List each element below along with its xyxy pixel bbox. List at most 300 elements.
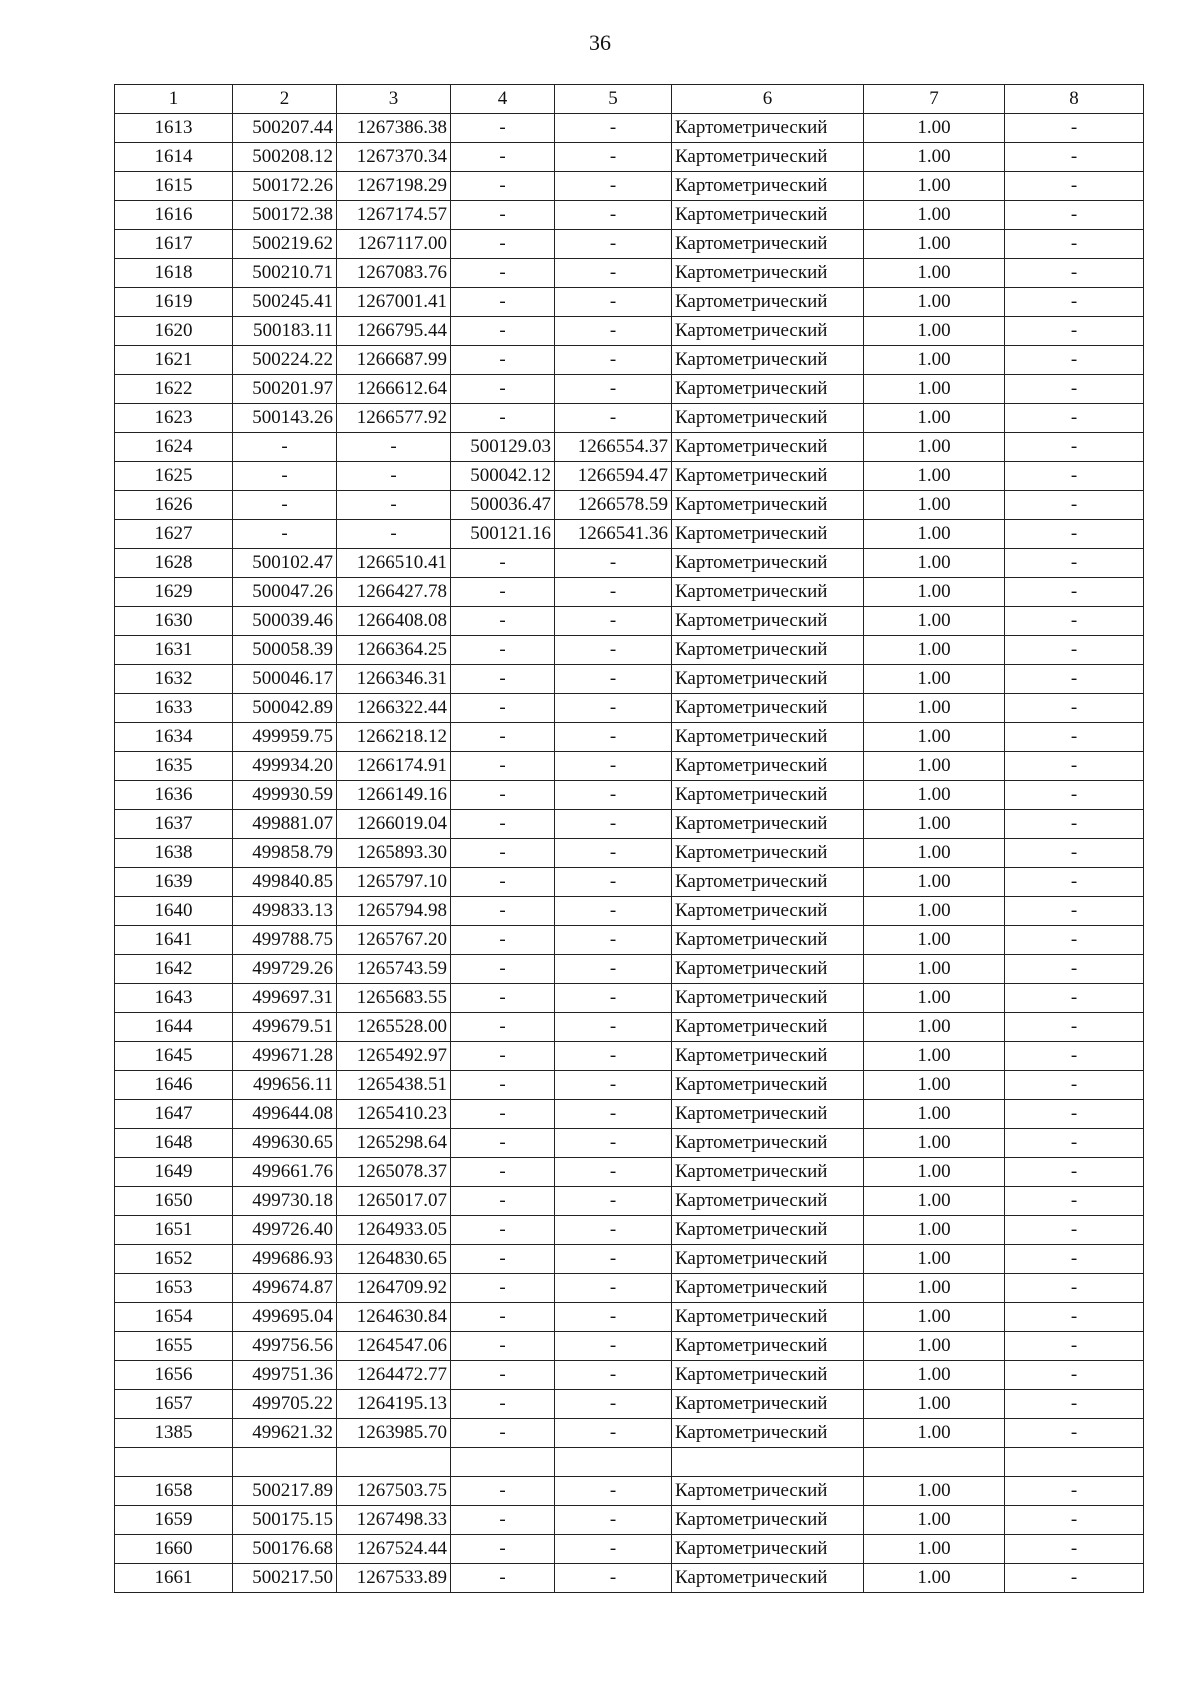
- table-cell: Картометрический: [672, 752, 864, 781]
- table-cell: -: [451, 984, 555, 1013]
- table-cell: 1.00: [864, 839, 1005, 868]
- table-cell: 1633: [115, 694, 233, 723]
- table-cell: 1267524.44: [337, 1535, 451, 1564]
- table-cell: 500208.12: [233, 143, 337, 172]
- table-cell: -: [555, 839, 672, 868]
- table-row: [115, 1419, 1144, 1448]
- table-cell: 1.00: [864, 868, 1005, 897]
- table-cell: -: [555, 288, 672, 317]
- table-cell: 1642: [115, 955, 233, 984]
- coordinates-table: [114, 84, 1144, 1593]
- table-cell: [233, 1448, 337, 1477]
- table-cell: -: [1005, 955, 1144, 984]
- table-cell: -: [451, 1390, 555, 1419]
- table-cell: 1626: [115, 491, 233, 520]
- table-cell: -: [1005, 462, 1144, 491]
- table-cell: -: [555, 1361, 672, 1390]
- table-cell: Картометрический: [672, 1564, 864, 1593]
- table-cell: 1266577.92: [337, 404, 451, 433]
- table-cell: -: [1005, 1332, 1144, 1361]
- table-cell: 1266149.16: [337, 781, 451, 810]
- table-cell: 499833.13: [233, 897, 337, 926]
- table-cell: 499959.75: [233, 723, 337, 752]
- table-cell: 500224.22: [233, 346, 337, 375]
- table-cell: -: [337, 433, 451, 462]
- table-cell: 1266218.12: [337, 723, 451, 752]
- table-cell: -: [451, 1013, 555, 1042]
- table-cell: -: [451, 694, 555, 723]
- table-row: [115, 926, 1144, 955]
- table-cell: -: [1005, 1506, 1144, 1535]
- table-cell: -: [1005, 839, 1144, 868]
- table-row: [115, 1535, 1144, 1564]
- table-cell: 1.00: [864, 404, 1005, 433]
- table-cell: -: [451, 375, 555, 404]
- table-cell: 1265492.97: [337, 1042, 451, 1071]
- table-row: [115, 520, 1144, 549]
- table-row: [115, 491, 1144, 520]
- table-cell: -: [451, 1216, 555, 1245]
- column-header: 5: [555, 85, 672, 114]
- table-row: [115, 665, 1144, 694]
- table-row: [115, 1564, 1144, 1593]
- table-cell: 1267498.33: [337, 1506, 451, 1535]
- table-cell: 1645: [115, 1042, 233, 1071]
- table-cell: 499621.32: [233, 1419, 337, 1448]
- table-cell: 1621: [115, 346, 233, 375]
- table-cell: Картометрический: [672, 1071, 864, 1100]
- table-cell: -: [1005, 781, 1144, 810]
- table-row: [115, 1158, 1144, 1187]
- table-cell: 1265438.51: [337, 1071, 451, 1100]
- table-cell: Картометрический: [672, 810, 864, 839]
- column-header: 7: [864, 85, 1005, 114]
- table-cell: Картометрический: [672, 1332, 864, 1361]
- table-cell: 1.00: [864, 607, 1005, 636]
- table-cell: 500201.97: [233, 375, 337, 404]
- table-cell: 1658: [115, 1477, 233, 1506]
- table-cell: -: [1005, 1129, 1144, 1158]
- table-row: [115, 578, 1144, 607]
- table-cell: 499705.22: [233, 1390, 337, 1419]
- table-cell: 1614: [115, 143, 233, 172]
- table-header-row: [115, 85, 1144, 114]
- table-cell: 1648: [115, 1129, 233, 1158]
- table-cell: 1657: [115, 1390, 233, 1419]
- table-cell: [864, 1448, 1005, 1477]
- table-cell: 1266510.41: [337, 549, 451, 578]
- table-cell: -: [451, 723, 555, 752]
- table-cell: -: [555, 230, 672, 259]
- table-cell: 1.00: [864, 1390, 1005, 1419]
- table-cell: 500245.41: [233, 288, 337, 317]
- table-cell: 1264830.65: [337, 1245, 451, 1274]
- table-cell: [672, 1448, 864, 1477]
- table-cell: 1620: [115, 317, 233, 346]
- table-cell: -: [555, 1071, 672, 1100]
- table-cell: -: [555, 1042, 672, 1071]
- table-cell: Картометрический: [672, 1187, 864, 1216]
- table-cell: 1264630.84: [337, 1303, 451, 1332]
- table-cell: 500039.46: [233, 607, 337, 636]
- table-cell: -: [451, 1361, 555, 1390]
- table-cell: 1266427.78: [337, 578, 451, 607]
- table-cell: -: [555, 897, 672, 926]
- table-row: [115, 1216, 1144, 1245]
- table-cell: 1.00: [864, 288, 1005, 317]
- table-cell: -: [555, 607, 672, 636]
- table-row: [115, 549, 1144, 578]
- table-row: [115, 1303, 1144, 1332]
- table-cell: -: [1005, 1564, 1144, 1593]
- table-cell: Картометрический: [672, 491, 864, 520]
- table-cell: -: [233, 491, 337, 520]
- table-cell: -: [451, 172, 555, 201]
- table-cell: -: [451, 346, 555, 375]
- table-cell: 1625: [115, 462, 233, 491]
- table-row: [115, 230, 1144, 259]
- table-cell: 1.00: [864, 1361, 1005, 1390]
- table-cell: -: [451, 781, 555, 810]
- table-cell: 499686.93: [233, 1245, 337, 1274]
- table-cell: -: [451, 1187, 555, 1216]
- table-cell: -: [1005, 520, 1144, 549]
- table-cell: -: [555, 723, 672, 752]
- table-cell: 1.00: [864, 1158, 1005, 1187]
- table-cell: 1.00: [864, 230, 1005, 259]
- table-cell: -: [555, 114, 672, 143]
- table-cell: 1.00: [864, 897, 1005, 926]
- table-cell: 1265797.10: [337, 868, 451, 897]
- table-cell: -: [451, 143, 555, 172]
- table-row: [115, 1274, 1144, 1303]
- table-cell: -: [451, 404, 555, 433]
- table-cell: 500121.16: [451, 520, 555, 549]
- table-cell: -: [555, 1506, 672, 1535]
- table-cell: 500175.15: [233, 1506, 337, 1535]
- table-cell: -: [1005, 259, 1144, 288]
- table-cell: -: [1005, 897, 1144, 926]
- table-cell: -: [555, 752, 672, 781]
- table-cell: -: [451, 1506, 555, 1535]
- table-cell: -: [555, 955, 672, 984]
- table-cell: 1266594.47: [555, 462, 672, 491]
- table-cell: 1264709.92: [337, 1274, 451, 1303]
- table-cell: 1616: [115, 201, 233, 230]
- table-cell: 1653: [115, 1274, 233, 1303]
- table-row: [115, 752, 1144, 781]
- table-cell: -: [1005, 1390, 1144, 1419]
- table-cell: Картометрический: [672, 1506, 864, 1535]
- table-cell: 1.00: [864, 520, 1005, 549]
- table-cell: -: [451, 288, 555, 317]
- table-cell: Картометрический: [672, 259, 864, 288]
- table-cell: -: [555, 1419, 672, 1448]
- table-cell: -: [451, 114, 555, 143]
- table-row: [115, 288, 1144, 317]
- table-row: [115, 201, 1144, 230]
- table-cell: 1652: [115, 1245, 233, 1274]
- table-cell: -: [233, 520, 337, 549]
- table-cell: -: [1005, 1245, 1144, 1274]
- table-cell: -: [1005, 201, 1144, 230]
- table-cell: Картометрический: [672, 955, 864, 984]
- table-cell: 1618: [115, 259, 233, 288]
- table-cell: Картометрический: [672, 1419, 864, 1448]
- table-cell: 499671.28: [233, 1042, 337, 1071]
- table-cell: [451, 1448, 555, 1477]
- table-cell: 1.00: [864, 1042, 1005, 1071]
- table-cell: 1266541.36: [555, 520, 672, 549]
- table-cell: -: [451, 1419, 555, 1448]
- table-cell: -: [451, 926, 555, 955]
- table-cell: 1660: [115, 1535, 233, 1564]
- table-cell: 499630.65: [233, 1129, 337, 1158]
- table-cell: -: [555, 810, 672, 839]
- table-cell: 1.00: [864, 665, 1005, 694]
- table-cell: Картометрический: [672, 1274, 864, 1303]
- table-cell: 1619: [115, 288, 233, 317]
- table-cell: 1628: [115, 549, 233, 578]
- table-cell: 1634: [115, 723, 233, 752]
- table-row: [115, 346, 1144, 375]
- table-cell: -: [555, 1390, 672, 1419]
- table-cell: 499730.18: [233, 1187, 337, 1216]
- table-cell: -: [555, 665, 672, 694]
- table-cell: 499788.75: [233, 926, 337, 955]
- table-cell: -: [1005, 549, 1144, 578]
- table-cell: 1266554.37: [555, 433, 672, 462]
- table-cell: -: [1005, 404, 1144, 433]
- table-row: [115, 375, 1144, 404]
- table-cell: -: [555, 694, 672, 723]
- table-cell: -: [555, 781, 672, 810]
- table-cell: 1.00: [864, 1274, 1005, 1303]
- table-cell: 1264933.05: [337, 1216, 451, 1245]
- table-cell: -: [1005, 1477, 1144, 1506]
- table-cell: -: [451, 201, 555, 230]
- table-cell: -: [555, 549, 672, 578]
- table-cell: 499695.04: [233, 1303, 337, 1332]
- table-cell: -: [1005, 172, 1144, 201]
- table-cell: 1.00: [864, 752, 1005, 781]
- table-row: [115, 607, 1144, 636]
- table-cell: 1265683.55: [337, 984, 451, 1013]
- table-cell: -: [1005, 317, 1144, 346]
- table-cell: 1643: [115, 984, 233, 1013]
- table-cell: 500129.03: [451, 433, 555, 462]
- table-cell: 500143.26: [233, 404, 337, 433]
- table-cell: 1.00: [864, 201, 1005, 230]
- table-cell: 1385: [115, 1419, 233, 1448]
- table-cell: 1646: [115, 1071, 233, 1100]
- table-cell: Картометрический: [672, 1245, 864, 1274]
- table-cell: -: [451, 810, 555, 839]
- table-cell: Картометрический: [672, 1042, 864, 1071]
- table-cell: 1.00: [864, 984, 1005, 1013]
- table-row: [115, 810, 1144, 839]
- table-cell: -: [1005, 1303, 1144, 1332]
- table-cell: 1647: [115, 1100, 233, 1129]
- table-cell: 500042.89: [233, 694, 337, 723]
- table-cell: -: [1005, 926, 1144, 955]
- table-row: [115, 1506, 1144, 1535]
- table-cell: 1.00: [864, 1419, 1005, 1448]
- table-body: [115, 114, 1144, 1593]
- table-cell: 1.00: [864, 1245, 1005, 1274]
- table-cell: [555, 1448, 672, 1477]
- table-cell: Картометрический: [672, 1303, 864, 1332]
- table-cell: -: [1005, 1158, 1144, 1187]
- table-cell: -: [451, 1158, 555, 1187]
- table-cell: Картометрический: [672, 375, 864, 404]
- table-cell: 500217.89: [233, 1477, 337, 1506]
- table-cell: 1654: [115, 1303, 233, 1332]
- table-cell: 499881.07: [233, 810, 337, 839]
- table-cell: 1.00: [864, 549, 1005, 578]
- table-cell: -: [1005, 1216, 1144, 1245]
- table-cell: Картометрический: [672, 723, 864, 752]
- table-cell: Картометрический: [672, 404, 864, 433]
- table-cell: Картометрический: [672, 694, 864, 723]
- table-cell: -: [451, 752, 555, 781]
- table-cell: -: [337, 462, 451, 491]
- table-cell: -: [1005, 1535, 1144, 1564]
- table-cell: 1265298.64: [337, 1129, 451, 1158]
- table-cell: 1266408.08: [337, 607, 451, 636]
- table-cell: Картометрический: [672, 433, 864, 462]
- table-cell: 1.00: [864, 1129, 1005, 1158]
- table-row: [115, 259, 1144, 288]
- table-cell: 1266174.91: [337, 752, 451, 781]
- table-cell: 1635: [115, 752, 233, 781]
- table-cell: -: [1005, 723, 1144, 752]
- table-row: [115, 317, 1144, 346]
- table-cell: 1266687.99: [337, 346, 451, 375]
- table-row: [115, 723, 1144, 752]
- table-cell: -: [555, 259, 672, 288]
- table-cell: 500046.17: [233, 665, 337, 694]
- table-cell: 499656.11: [233, 1071, 337, 1100]
- table-cell: -: [451, 1332, 555, 1361]
- table-cell: 1.00: [864, 462, 1005, 491]
- table-row: [115, 1071, 1144, 1100]
- table-cell: Картометрический: [672, 520, 864, 549]
- table-row: [115, 839, 1144, 868]
- table-cell: -: [451, 578, 555, 607]
- table-cell: -: [1005, 1187, 1144, 1216]
- table-cell: -: [1005, 1419, 1144, 1448]
- table-cell: -: [233, 462, 337, 491]
- table-cell: 1631: [115, 636, 233, 665]
- table-cell: -: [1005, 694, 1144, 723]
- table-cell: Картометрический: [672, 317, 864, 346]
- table-cell: -: [451, 868, 555, 897]
- table-cell: 500172.26: [233, 172, 337, 201]
- table-cell: -: [555, 1535, 672, 1564]
- table-cell: Картометрический: [672, 839, 864, 868]
- table-cell: Картометрический: [672, 1361, 864, 1390]
- table-cell: 1.00: [864, 1013, 1005, 1042]
- table-cell: 1267370.34: [337, 143, 451, 172]
- table-row: [115, 1332, 1144, 1361]
- table-cell: 1264195.13: [337, 1390, 451, 1419]
- table-cell: 499644.08: [233, 1100, 337, 1129]
- table-row: [115, 694, 1144, 723]
- table-cell: [1005, 1448, 1144, 1477]
- table-cell: 500047.26: [233, 578, 337, 607]
- table-cell: -: [451, 955, 555, 984]
- table-cell: 1.00: [864, 810, 1005, 839]
- table-cell: -: [1005, 868, 1144, 897]
- table-cell: -: [555, 172, 672, 201]
- table-cell: Картометрический: [672, 1158, 864, 1187]
- table-cell: 499934.20: [233, 752, 337, 781]
- table-cell: 1.00: [864, 1506, 1005, 1535]
- table-cell: 1650: [115, 1187, 233, 1216]
- table-cell: -: [1005, 143, 1144, 172]
- table-cell: -: [337, 491, 451, 520]
- table-cell: Картометрический: [672, 1477, 864, 1506]
- table-cell: -: [451, 897, 555, 926]
- table-cell: -: [451, 259, 555, 288]
- table-cell: -: [451, 636, 555, 665]
- table-cell: 1267001.41: [337, 288, 451, 317]
- table-cell: 1.00: [864, 491, 1005, 520]
- table-cell: 1.00: [864, 317, 1005, 346]
- table-cell: -: [555, 1564, 672, 1593]
- table-cell: 1622: [115, 375, 233, 404]
- table-cell: -: [555, 375, 672, 404]
- table-cell: Картометрический: [672, 1216, 864, 1245]
- table-cell: -: [451, 317, 555, 346]
- table-cell: 1267117.00: [337, 230, 451, 259]
- table-cell: -: [451, 1477, 555, 1506]
- table-cell: -: [1005, 636, 1144, 665]
- table-cell: -: [1005, 578, 1144, 607]
- column-header: 2: [233, 85, 337, 114]
- table-cell: 1267503.75: [337, 1477, 451, 1506]
- table-cell: 1.00: [864, 694, 1005, 723]
- table-cell: 1266322.44: [337, 694, 451, 723]
- table-cell: 499697.31: [233, 984, 337, 1013]
- table-cell: 500036.47: [451, 491, 555, 520]
- table-cell: Картометрический: [672, 1535, 864, 1564]
- table-cell: Картометрический: [672, 665, 864, 694]
- table-cell: 1632: [115, 665, 233, 694]
- table-cell: 1263985.70: [337, 1419, 451, 1448]
- table-cell: -: [555, 984, 672, 1013]
- table-cell: -: [555, 1187, 672, 1216]
- table-row: [115, 897, 1144, 926]
- table-cell: 1266346.31: [337, 665, 451, 694]
- table-cell: 1.00: [864, 1100, 1005, 1129]
- table-cell: -: [555, 317, 672, 346]
- table-cell: 1.00: [864, 1216, 1005, 1245]
- table-row: [115, 1100, 1144, 1129]
- table-cell: 1651: [115, 1216, 233, 1245]
- table-cell: 500042.12: [451, 462, 555, 491]
- table-cell: Картометрический: [672, 549, 864, 578]
- table-cell: 1.00: [864, 346, 1005, 375]
- table-cell: -: [555, 1216, 672, 1245]
- table-cell: 1.00: [864, 781, 1005, 810]
- table-cell: -: [1005, 810, 1144, 839]
- table-cell: -: [555, 1477, 672, 1506]
- table-row: [115, 1448, 1144, 1477]
- table-cell: Картометрический: [672, 172, 864, 201]
- table-cell: 1656: [115, 1361, 233, 1390]
